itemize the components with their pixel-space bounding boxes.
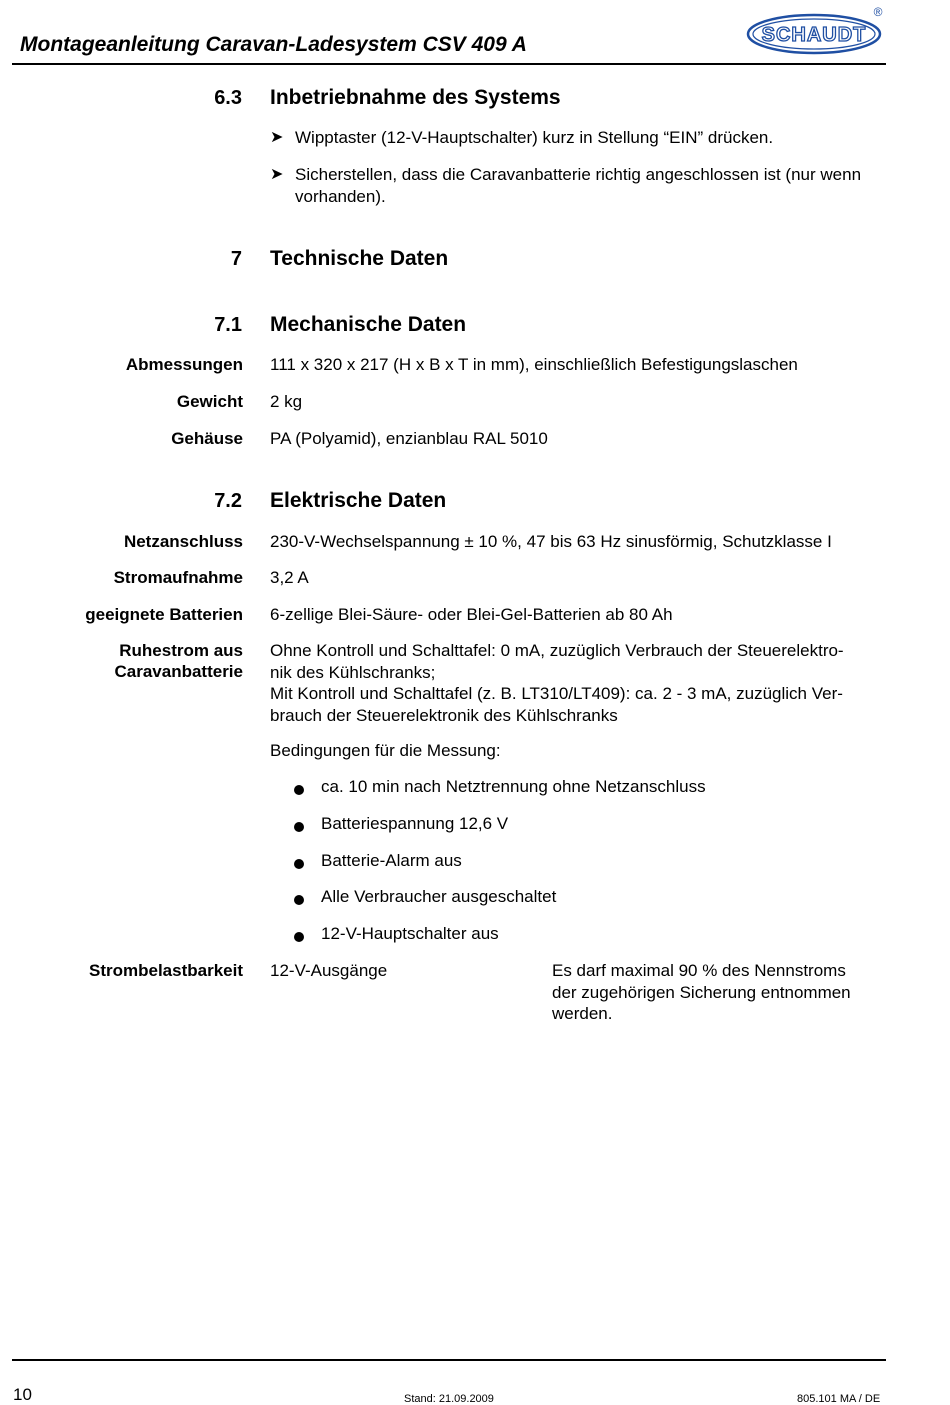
step-item: ➤ Wipptaster (12-V-Hauptschalter) kurz in Stellung “EIN” drücken. [270,128,774,147]
conditions-title: Bedingungen für die Messung: [270,741,501,760]
bullet-icon [294,822,304,832]
bullet-icon [294,895,304,905]
list-item: 12-V-Hauptschalter aus [294,923,499,945]
header-rule [12,63,886,65]
spec-value: PA (Polyamid), enzianblau RAL 5010 [270,429,548,448]
spec-label: Gehäuse [171,429,243,448]
bullet-icon [294,859,304,869]
section-number-7: 7 [230,248,242,270]
registered-mark: ® [873,5,883,19]
schaudt-logo [746,4,888,56]
spec-label: Netzanschluss [123,532,243,551]
document-title: Montageanleitung Caravan-Ladesystem CSV 409 A [20,33,527,56]
section-title-6-3: Inbetriebnahme des Systems [270,86,561,109]
spec-value: 2 kg [270,392,303,411]
list-item: Batterie-Alarm aus [294,850,462,872]
spec-value: 6-zellige Blei-Säure- oder Blei-Gel-Batterien ab 80 Ah [270,605,673,624]
spec-label: Stromaufnahme [113,568,243,587]
bullet-icon [294,785,304,795]
footer-doc-id: 805.101 MA / DE [797,1393,881,1405]
section-number-6-3: 6.3 [214,87,242,109]
footer-rule [12,1359,886,1361]
spec-label: Gewicht [176,392,243,411]
section-title-7-1: Mechanische Daten [270,313,467,336]
spec-value-ruhestrom: Ohne Kontroll und Schalttafel: 0 mA, zuzüglich Verbrauch der Steuerelektro- nik des Kühlschranks; Mit Kontroll und Schalttafel (z. B. LT310/LT409): ca. 2 - 3 mA, zuzüglich Ver- brauch der Steuerelektronik des Kühlschranks [270,641,844,725]
bullet-icon [294,932,304,942]
section-number-7-1: 7.1 [214,314,242,336]
spec-label: geeignete Batterien [85,605,243,624]
footer-date: Stand: 21.09.2009 [404,1393,494,1405]
spec-note: Es darf maximal 90 % des Nennstroms der zugehörigen Sicherung entnommen werden. [552,961,851,1023]
arrow-right-icon: ➤ [270,129,284,146]
spec-value: 111 x 320 x 217 (H x B x T in mm), einschließlich Befestigungslaschen [270,355,798,374]
arrow-right-icon: ➤ [270,166,284,183]
step-item: ➤ Sicherstellen, dass die Caravanbatterie richtig angeschlossen ist (nur wenn vorhanden). [270,165,862,206]
page-number: 10 [13,1385,32,1404]
list-item: Alle Verbraucher ausgeschaltet [294,886,556,908]
spec-label: Abmessungen [125,355,243,374]
list-item: ca. 10 min nach Netztrennung ohne Netzanschluss [294,776,706,798]
section-title-7: Technische Daten [270,247,449,270]
spec-label-ruhestrom: Ruhestrom aus Caravanbatterie [114,641,243,681]
spec-label: Strombelastbarkeit [89,961,243,980]
spec-value: 3,2 A [270,568,309,587]
spec-value: 12-V-Ausgänge [270,961,388,980]
spec-value: 230-V-Wechselspannung ± 10 %, 47 bis 63 Hz sinusförmig, Schutzklasse I [270,532,832,551]
list-item: Batteriespannung 12,6 V [294,813,508,835]
logo-wordmark: SCHAUDT [761,24,867,46]
section-number-7-2: 7.2 [214,490,242,512]
section-title-7-2: Elektrische Daten [270,489,447,512]
